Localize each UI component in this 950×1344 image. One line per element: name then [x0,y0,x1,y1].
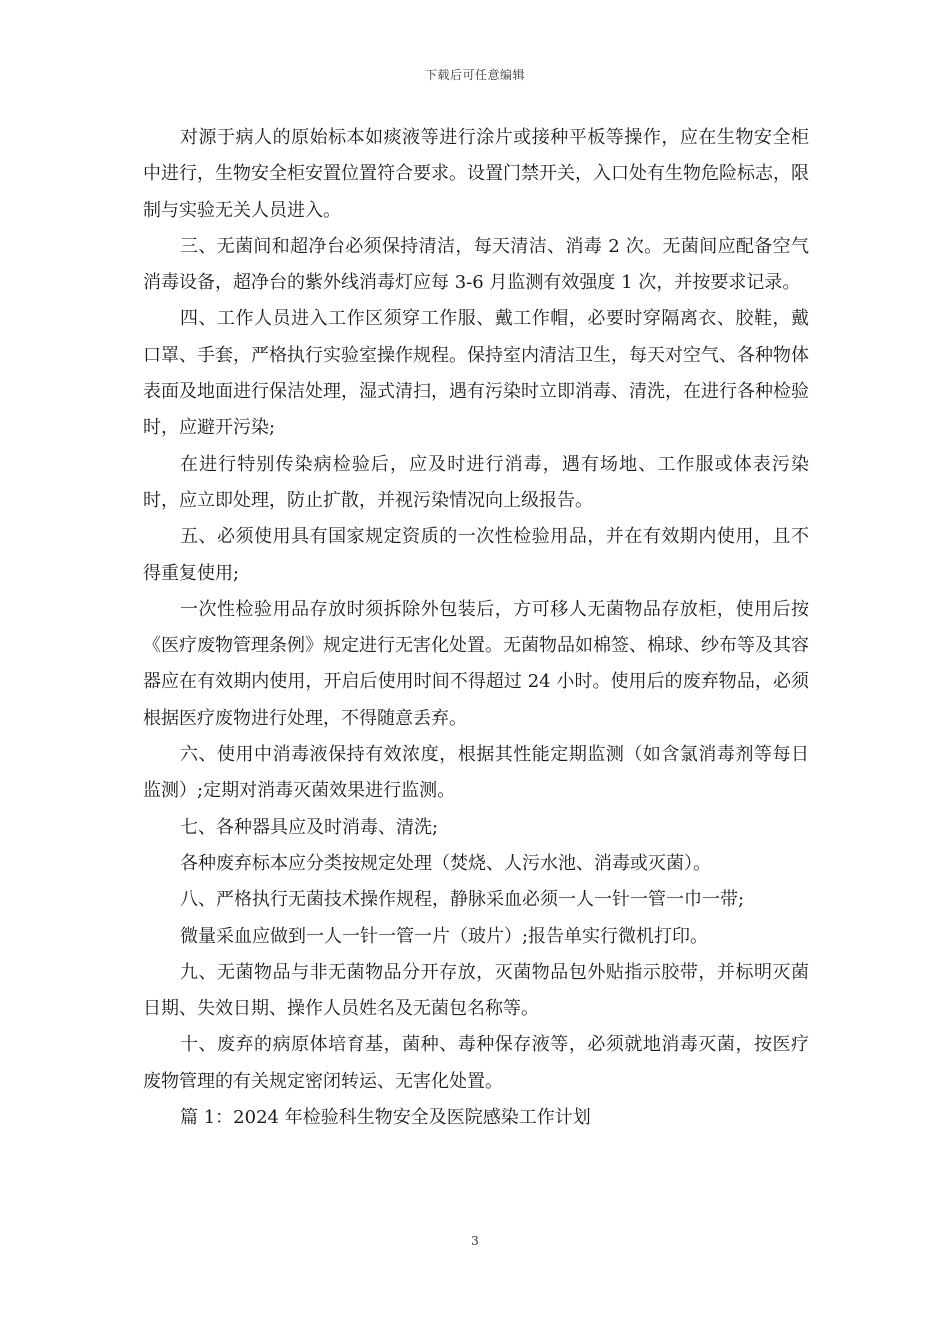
page-number: 3 [471,1234,479,1248]
paragraph-micro-sampling: 微量采血应做到一人一针一管一片（玻片）;报告单实行微机打印。 [180,925,709,947]
page-header: 下载后可任意编辑 [424,68,525,82]
paragraph-section-7: 七、各种器具应及时消毒、清洗; [180,816,439,838]
document-body [143,120,809,1136]
paragraph-biosafety-cabinet: 对源于病人的原始标本如痰液等进行涂片或接种平板等操作，应在生物安全柜中进行，生物安全柜安置位置符合要求。设置门禁开关，入口处有生物危险标志，限制与实验无关人员进入。 [143,127,809,221]
paragraph-article-title: 篇 1：2024 年检验科生物安全及医院感染工作计划 [180,1107,591,1129]
paragraph-special-infection: 在进行特别传染病检验后，应及时进行消毒，遇有场地、工作服或体表污染时，应立即处理，防止扩散，并视污染情况向上级报告。 [143,453,809,511]
paragraph-section-8: 八、严格执行无菌技术操作规程，静脉采血必须一人一针一管一巾一带; [180,889,745,911]
paragraph-waste-specimens: 各种废弃标本应分类按规定处理（焚烧、人污水池、消毒或灭菌）。 [180,852,711,874]
paragraph-section-10: 十、废弃的病原体培育基，菌种、毒种保存液等，必须就地消毒灭菌，按医疗废物管理的有关规定密闭转运、无害化处置。 [143,1034,809,1092]
paragraph-section-5: 五、必须使用具有国家规定资质的一次性检验用品，并在有效期内使用，且不得重复使用; [143,526,809,584]
paragraph-section-3: 三、无菌间和超净台必须保持清洁，每天清洁、消毒 2 次。无菌间应配备空气消毒设备，超净台的紫外线消毒灯应每 3-6 月监测有效强度 1 次，并按要求记录。 [143,235,809,294]
paragraph-section-6: 六、使用中消毒液保持有效浓度，根据其性能定期监测（如含氯消毒剂等每日监测）;定期对消毒灭菌效果进行监测。 [143,744,809,802]
paragraph-disposable-items: 一次性检验用品存放时须拆除外包装后，方可移人无菌物品存放柜，使用后按《医疗废物管理条例》规定进行无害化处置。无菌物品如棉签、棉球、纱布等及其容器应在有效期内使用，开启后使用时间不得超过 24 小时。使用后的废弃物品，必须根据医疗废物进行处理，不得随意丢弃。 [143,598,809,729]
paragraph-section-4: 四、工作人员进入工作区须穿工作服、戴工作帽，必要时穿隔离衣、胶鞋，戴口罩、手套，严格执行实验室操作规程。保持室内清洁卫生，每天对空气、各种物体表面及地面进行保洁处理，湿式清扫，遇有污染时立即消毒、清洗，在进行各种检验时，应避开污染; [143,308,809,439]
paragraph-section-9: 九、无菌物品与非无菌物品分开存放，灭菌物品包外贴指示胶带，并标明灭菌日期、失效日期、操作人员姓名及无菌包名称等。 [143,961,809,1020]
